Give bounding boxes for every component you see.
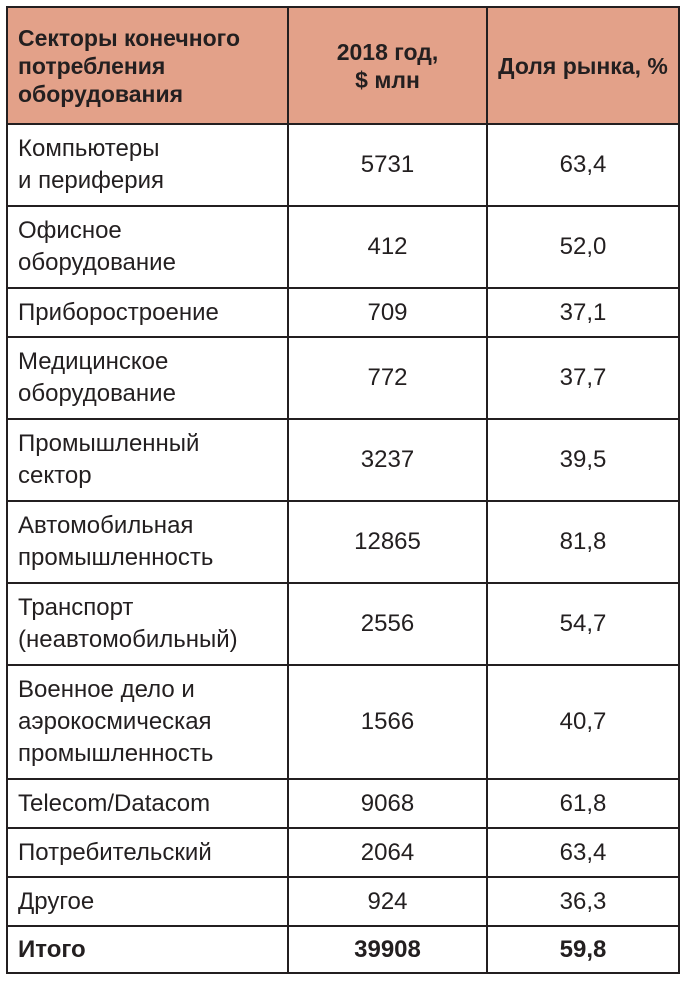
cell-share: 37,1 bbox=[487, 288, 679, 337]
cell-share: 63,4 bbox=[487, 124, 679, 206]
table-header-row bbox=[7, 7, 679, 124]
table-row bbox=[7, 501, 679, 583]
cell-share: 36,3 bbox=[487, 877, 679, 926]
table-row bbox=[7, 583, 679, 665]
cell-share: 39,5 bbox=[487, 419, 679, 501]
header-sector: Секторы конечного потребления оборудования bbox=[7, 7, 288, 124]
cell-sector: Военное дело и аэрокосмическая промышленность bbox=[7, 665, 288, 779]
table-row bbox=[7, 288, 679, 337]
cell-total-label: Итого bbox=[7, 926, 288, 973]
cell-sector: Автомобильная промышленность bbox=[7, 501, 288, 583]
cell-sector: Промышленный сектор bbox=[7, 419, 288, 501]
cell-sector: Медицинское оборудование bbox=[7, 337, 288, 419]
cell-revenue: 924 bbox=[288, 877, 487, 926]
cell-share: 63,4 bbox=[487, 828, 679, 877]
table-total-row bbox=[7, 926, 679, 973]
cell-sector: Telecom/Datacom bbox=[7, 779, 288, 828]
cell-revenue: 1566 bbox=[288, 665, 487, 779]
cell-total-share: 59,8 bbox=[487, 926, 679, 973]
cell-revenue: 9068 bbox=[288, 779, 487, 828]
cell-revenue: 5731 bbox=[288, 124, 487, 206]
table-row bbox=[7, 419, 679, 501]
cell-revenue: 2064 bbox=[288, 828, 487, 877]
cell-total-revenue: 39908 bbox=[288, 926, 487, 973]
table-row bbox=[7, 206, 679, 288]
table-row bbox=[7, 124, 679, 206]
cell-sector: Транспорт (неавтомобильный) bbox=[7, 583, 288, 665]
table-row bbox=[7, 337, 679, 419]
cell-revenue: 2556 bbox=[288, 583, 487, 665]
cell-share: 40,7 bbox=[487, 665, 679, 779]
cell-revenue: 412 bbox=[288, 206, 487, 288]
cell-revenue: 12865 bbox=[288, 501, 487, 583]
cell-share: 61,8 bbox=[487, 779, 679, 828]
table-row bbox=[7, 665, 679, 779]
cell-sector: Приборостроение bbox=[7, 288, 288, 337]
table-row bbox=[7, 779, 679, 828]
cell-revenue: 772 bbox=[288, 337, 487, 419]
market-share-table bbox=[6, 6, 680, 974]
cell-revenue: 3237 bbox=[288, 419, 487, 501]
table-row bbox=[7, 877, 679, 926]
cell-share: 81,8 bbox=[487, 501, 679, 583]
cell-sector: Офисное оборудование bbox=[7, 206, 288, 288]
header-revenue-2018: 2018 год, $ млн bbox=[288, 7, 487, 124]
cell-revenue: 709 bbox=[288, 288, 487, 337]
cell-share: 54,7 bbox=[487, 583, 679, 665]
cell-sector: Потребительский bbox=[7, 828, 288, 877]
header-market-share: Доля рынка, % bbox=[487, 7, 679, 124]
cell-share: 37,7 bbox=[487, 337, 679, 419]
cell-sector: Компьютеры и периферия bbox=[7, 124, 288, 206]
cell-share: 52,0 bbox=[487, 206, 679, 288]
cell-sector: Другое bbox=[7, 877, 288, 926]
table-row bbox=[7, 828, 679, 877]
